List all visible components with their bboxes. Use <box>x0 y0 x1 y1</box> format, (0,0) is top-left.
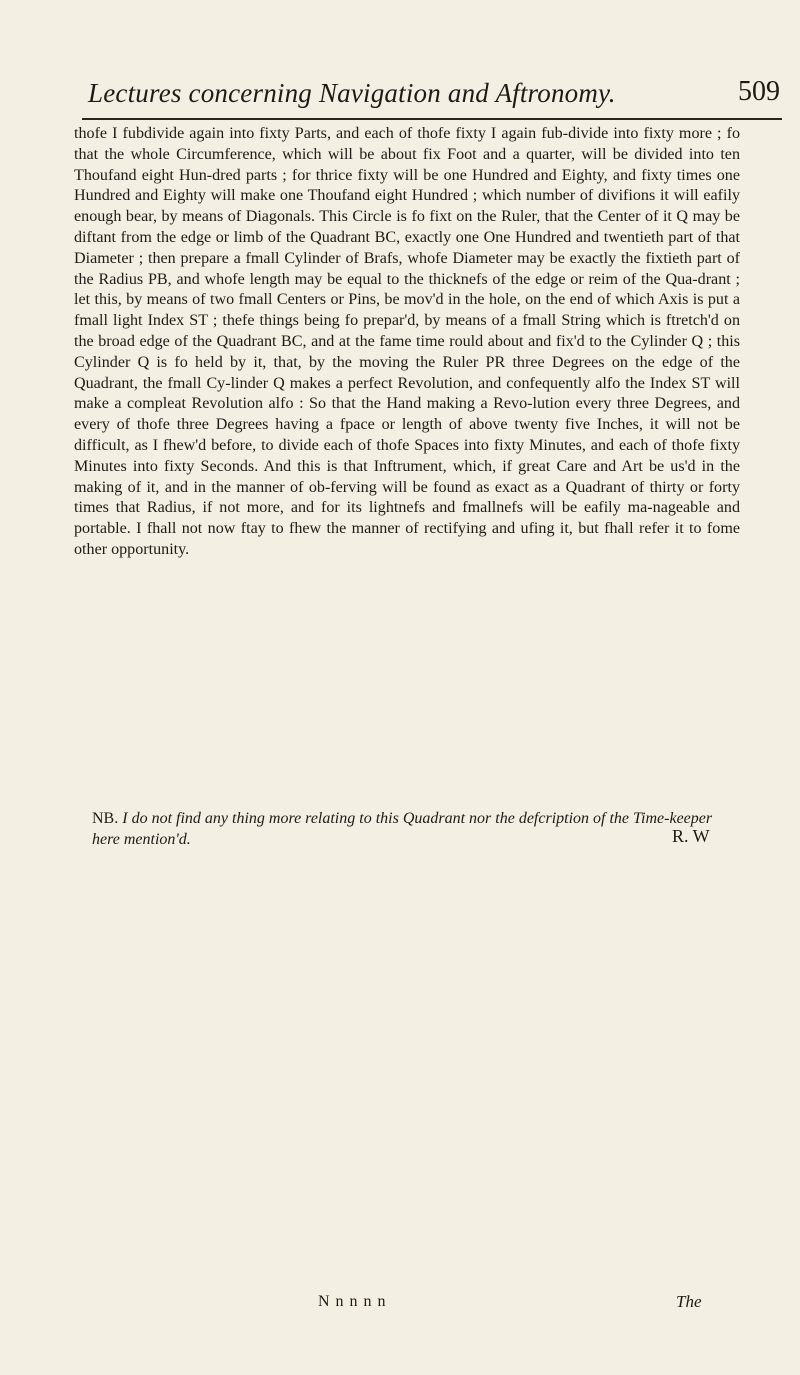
signature: R. W <box>672 826 710 846</box>
body-paragraph: thofe I fubdivide again into fixty Parts, and each of thofe fixty I again fub-divide into fixty more ; fo that the whole Circumference, which will be about fix Foot and a quarter, will be divided into ten Thoufand eight Hun-dred parts ; for thrice fixty will be one Hundred and Eighty, and fixty times one Hundred and Eighty will make one Thoufand eight Hundred ; which number of divifions it will eafily enough bear, by means of Diagonals. This Circle is fo fixt on the Ruler, that the Center of it Q may be diftant from the edge or limb of the Quadrant BC, exactly one One Hundred and twentieth part of that Diameter ; then prepare a fmall Cylinder of Brafs, whofe Diameter may be exactly the fixtieth part of the Radius PB, and whofe length may be equal to the thicknefs of the edge or reim of the Qua-drant ; let this, by means of two fmall Centers or Pins, be mov'd in the hole, on the end of which Axis is put a fmall light Index ST ; thefe things being fo prepar'd, by means of a fmall String which is ftretch'd on the broad edge of the Quadrant BC, and at the fame time rould about and fix'd to the Cylinder Q ; this Cylinder Q is fo held by it, that, by the moving the Ruler PR three Degrees on the edge of the Quadrant, the fmall Cy-linder Q makes a perfect Revolution, and confequently alfo the Index ST will make a compleat Revolution alfo : So that the Hand making a Revo-lution every three Degrees, and every of thofe three Degrees having a fpace or length of above twenty five Inches, it will not be difficult, as I fhew'd before, to divide each of thofe Spaces into fixty Minutes, and each of thofe fixty Minutes into fixty Seconds. And this is that Inftrument, which, if great Care and Art be us'd in the making of it, and in the manner of ob-ferving will be found as exact as a Quadrant of thirty or forty times that Radius, if not more, and for its lightnefs and fmallnefs will be eafily ma-nageable and portable. I fhall not now ftay to fhew the manner of rectifying and ufing it, but fhall refer it to fome other opportunity. <box>74 125 740 558</box>
running-title: Lectures concerning Navigation and Aftronomy. <box>88 78 616 108</box>
signature-mark: N n n n n <box>318 1293 387 1310</box>
header-rule <box>82 118 782 120</box>
editor-note <box>92 808 732 850</box>
catchword: The <box>676 1292 702 1311</box>
note-text: I do not find any thing more relating to this Quadrant nor the defcription of the Time-keeper here mention'd. <box>92 810 713 848</box>
note-lead: NB. <box>92 810 119 827</box>
page-number: 509 <box>738 76 780 107</box>
